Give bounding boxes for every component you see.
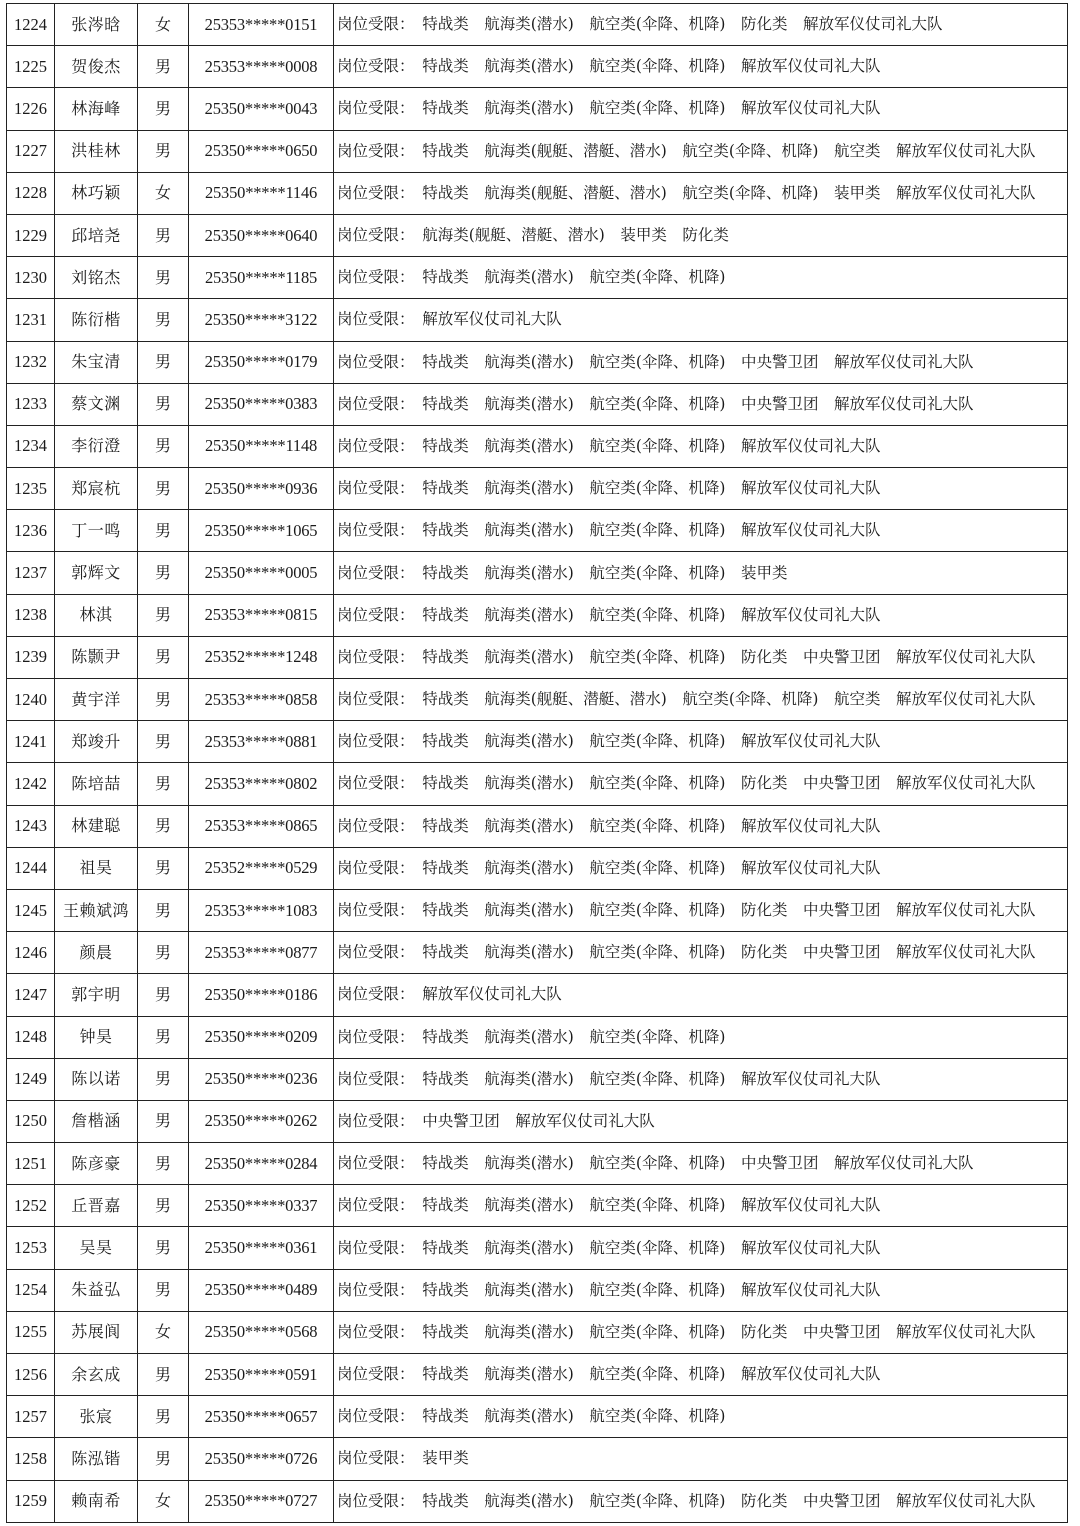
row-number: 1230 [7, 257, 55, 299]
row-number: 1231 [7, 299, 55, 341]
gender: 男 [138, 257, 189, 299]
position-restrictions: 岗位受限： 中央警卫团 解放军仪仗司礼大队 [334, 1100, 1068, 1142]
table-row [7, 1100, 1068, 1142]
table-row [7, 679, 1068, 721]
person-name: 郑竣升 [55, 721, 138, 763]
gender: 男 [138, 805, 189, 847]
id-number: 25350*****1065 [189, 510, 334, 552]
table-row [7, 383, 1068, 425]
id-number: 25350*****0657 [189, 1396, 334, 1438]
id-number: 25352*****1248 [189, 636, 334, 678]
table-row [7, 636, 1068, 678]
person-name: 邱培尧 [55, 214, 138, 256]
table-row [7, 130, 1068, 172]
position-restrictions: 岗位受限： 特战类 航海类(潜水) 航空类(伞降、机降) 中央警卫团 解放军仪仗司礼大队 [334, 383, 1068, 425]
row-number: 1244 [7, 847, 55, 889]
gender: 男 [138, 974, 189, 1016]
id-number: 25350*****0209 [189, 1016, 334, 1058]
person-name: 陈泓锴 [55, 1438, 138, 1480]
table-row [7, 468, 1068, 510]
gender: 男 [138, 889, 189, 931]
person-name: 钟昊 [55, 1016, 138, 1058]
id-number: 25353*****0881 [189, 721, 334, 763]
table-row [7, 1058, 1068, 1100]
position-restrictions: 岗位受限： 特战类 航海类(潜水) 航空类(伞降、机降) 防化类 中央警卫团 解放军仪仗司礼大队 [334, 932, 1068, 974]
position-restrictions: 岗位受限： 特战类 航海类(潜水) 航空类(伞降、机降) 解放军仪仗司礼大队 [334, 1058, 1068, 1100]
id-number: 25353*****0151 [189, 4, 334, 46]
position-restrictions: 岗位受限： 特战类 航海类(潜水) 航空类(伞降、机降) 解放军仪仗司礼大队 [334, 805, 1068, 847]
row-number: 1233 [7, 383, 55, 425]
person-name: 郑宸杭 [55, 468, 138, 510]
position-restrictions: 岗位受限： 特战类 航海类(潜水) 航空类(伞降、机降) 解放军仪仗司礼大队 [334, 468, 1068, 510]
gender: 男 [138, 679, 189, 721]
roster-table-body [7, 4, 1068, 1523]
gender: 男 [138, 299, 189, 341]
gender: 男 [138, 932, 189, 974]
person-name: 郭辉文 [55, 552, 138, 594]
person-name: 吴昊 [55, 1227, 138, 1269]
row-number: 1239 [7, 636, 55, 678]
gender: 男 [138, 763, 189, 805]
gender: 男 [138, 1143, 189, 1185]
table-row [7, 594, 1068, 636]
row-number: 1243 [7, 805, 55, 847]
position-restrictions: 岗位受限： 特战类 航海类(潜水) 航空类(伞降、机降) [334, 1016, 1068, 1058]
row-number: 1256 [7, 1354, 55, 1396]
id-number: 25350*****0262 [189, 1100, 334, 1142]
gender: 男 [138, 510, 189, 552]
gender: 男 [138, 383, 189, 425]
position-restrictions: 岗位受限： 特战类 航海类(潜水) 航空类(伞降、机降) 解放军仪仗司礼大队 [334, 847, 1068, 889]
id-number: 25350*****0383 [189, 383, 334, 425]
position-restrictions: 岗位受限： 特战类 航海类(潜水) 航空类(伞降、机降) 解放军仪仗司礼大队 [334, 425, 1068, 467]
person-name: 贺俊杰 [55, 46, 138, 88]
id-number: 25350*****1185 [189, 257, 334, 299]
person-name: 刘铭杰 [55, 257, 138, 299]
table-row [7, 510, 1068, 552]
person-name: 陈培喆 [55, 763, 138, 805]
person-name: 朱益弘 [55, 1269, 138, 1311]
person-name: 黄宇洋 [55, 679, 138, 721]
position-restrictions: 岗位受限： 特战类 航海类(潜水) 航空类(伞降、机降) 防化类 中央警卫团 解放军仪仗司礼大队 [334, 763, 1068, 805]
person-name: 张涔晗 [55, 4, 138, 46]
position-restrictions: 岗位受限： 特战类 航海类(舰艇、潜艇、潜水) 航空类(伞降、机降) 装甲类 解放军仪仗司礼大队 [334, 172, 1068, 214]
position-restrictions: 岗位受限： 特战类 航海类(潜水) 航空类(伞降、机降) 解放军仪仗司礼大队 [334, 594, 1068, 636]
gender: 男 [138, 1269, 189, 1311]
table-row [7, 721, 1068, 763]
table-row [7, 1227, 1068, 1269]
id-number: 25350*****0337 [189, 1185, 334, 1227]
id-number: 25350*****0005 [189, 552, 334, 594]
roster-table [6, 3, 1068, 1523]
id-number: 25353*****0815 [189, 594, 334, 636]
gender: 男 [138, 1396, 189, 1438]
id-number: 25350*****0727 [189, 1480, 334, 1522]
id-number: 25350*****0284 [189, 1143, 334, 1185]
person-name: 林淇 [55, 594, 138, 636]
person-name: 洪桂林 [55, 130, 138, 172]
id-number: 25353*****0865 [189, 805, 334, 847]
id-number: 25350*****0186 [189, 974, 334, 1016]
person-name: 郭宇明 [55, 974, 138, 1016]
person-name: 陈衍楷 [55, 299, 138, 341]
person-name: 林海峰 [55, 88, 138, 130]
gender: 男 [138, 1227, 189, 1269]
gender: 女 [138, 172, 189, 214]
position-restrictions: 岗位受限： 特战类 航海类(潜水) 航空类(伞降、机降) 解放军仪仗司礼大队 [334, 1185, 1068, 1227]
gender: 男 [138, 1354, 189, 1396]
id-number: 25350*****0650 [189, 130, 334, 172]
gender: 男 [138, 847, 189, 889]
row-number: 1225 [7, 46, 55, 88]
person-name: 丁一鸣 [55, 510, 138, 552]
gender: 男 [138, 214, 189, 256]
table-row [7, 847, 1068, 889]
row-number: 1259 [7, 1480, 55, 1522]
person-name: 祖昊 [55, 847, 138, 889]
row-number: 1227 [7, 130, 55, 172]
gender: 男 [138, 468, 189, 510]
position-restrictions: 岗位受限： 特战类 航海类(潜水) 航空类(伞降、机降) 防化类 中央警卫团 解放军仪仗司礼大队 [334, 1311, 1068, 1353]
person-name: 陈颢尹 [55, 636, 138, 678]
table-row [7, 341, 1068, 383]
table-row [7, 88, 1068, 130]
table-row [7, 46, 1068, 88]
table-row [7, 763, 1068, 805]
gender: 男 [138, 46, 189, 88]
row-number: 1258 [7, 1438, 55, 1480]
row-number: 1235 [7, 468, 55, 510]
person-name: 陈以诺 [55, 1058, 138, 1100]
row-number: 1249 [7, 1058, 55, 1100]
id-number: 25350*****0489 [189, 1269, 334, 1311]
row-number: 1257 [7, 1396, 55, 1438]
row-number: 1232 [7, 341, 55, 383]
gender: 男 [138, 1438, 189, 1480]
gender: 女 [138, 4, 189, 46]
row-number: 1253 [7, 1227, 55, 1269]
person-name: 蔡文渊 [55, 383, 138, 425]
id-number: 25350*****0568 [189, 1311, 334, 1353]
row-number: 1246 [7, 932, 55, 974]
row-number: 1226 [7, 88, 55, 130]
gender: 男 [138, 1058, 189, 1100]
position-restrictions: 岗位受限： 特战类 航海类(潜水) 航空类(伞降、机降) 防化类 解放军仪仗司礼大队 [334, 4, 1068, 46]
person-name: 陈彦豪 [55, 1143, 138, 1185]
row-number: 1236 [7, 510, 55, 552]
position-restrictions: 岗位受限： 特战类 航海类(潜水) 航空类(伞降、机降) 解放军仪仗司礼大队 [334, 1269, 1068, 1311]
id-number: 25353*****0858 [189, 679, 334, 721]
gender: 男 [138, 1016, 189, 1058]
id-number: 25353*****0008 [189, 46, 334, 88]
table-row [7, 1016, 1068, 1058]
row-number: 1248 [7, 1016, 55, 1058]
table-row [7, 1480, 1068, 1522]
person-name: 丘晋嘉 [55, 1185, 138, 1227]
table-row [7, 932, 1068, 974]
person-name: 王赖斌鸿 [55, 889, 138, 931]
row-number: 1229 [7, 214, 55, 256]
table-row [7, 172, 1068, 214]
gender: 女 [138, 1311, 189, 1353]
table-row [7, 1396, 1068, 1438]
row-number: 1241 [7, 721, 55, 763]
row-number: 1251 [7, 1143, 55, 1185]
id-number: 25350*****0640 [189, 214, 334, 256]
gender: 男 [138, 594, 189, 636]
position-restrictions: 岗位受限： 装甲类 [334, 1438, 1068, 1480]
row-number: 1247 [7, 974, 55, 1016]
position-restrictions: 岗位受限： 特战类 航海类(潜水) 航空类(伞降、机降) 中央警卫团 解放军仪仗司礼大队 [334, 1143, 1068, 1185]
position-restrictions: 岗位受限： 特战类 航海类(潜水) 航空类(伞降、机降) [334, 1396, 1068, 1438]
position-restrictions: 岗位受限： 特战类 航海类(潜水) 航空类(伞降、机降) 解放军仪仗司礼大队 [334, 1227, 1068, 1269]
position-restrictions: 岗位受限： 特战类 航海类(潜水) 航空类(伞降、机降) 解放军仪仗司礼大队 [334, 721, 1068, 763]
table-row [7, 974, 1068, 1016]
id-number: 25352*****0529 [189, 847, 334, 889]
row-number: 1237 [7, 552, 55, 594]
id-number: 25350*****0361 [189, 1227, 334, 1269]
table-row [7, 1311, 1068, 1353]
row-number: 1252 [7, 1185, 55, 1227]
position-restrictions: 岗位受限： 特战类 航海类(潜水) 航空类(伞降、机降) 装甲类 [334, 552, 1068, 594]
row-number: 1245 [7, 889, 55, 931]
position-restrictions: 岗位受限： 解放军仪仗司礼大队 [334, 974, 1068, 1016]
position-restrictions: 岗位受限： 特战类 航海类(潜水) 航空类(伞降、机降) 防化类 中央警卫团 解放军仪仗司礼大队 [334, 636, 1068, 678]
gender: 男 [138, 721, 189, 763]
table-row [7, 299, 1068, 341]
table-row [7, 1185, 1068, 1227]
table-row [7, 1438, 1068, 1480]
gender: 男 [138, 552, 189, 594]
id-number: 25350*****3122 [189, 299, 334, 341]
table-row [7, 4, 1068, 46]
table-row [7, 889, 1068, 931]
id-number: 25350*****0043 [189, 88, 334, 130]
id-number: 25350*****1146 [189, 172, 334, 214]
person-name: 詹楷涵 [55, 1100, 138, 1142]
table-row [7, 1143, 1068, 1185]
row-number: 1228 [7, 172, 55, 214]
person-name: 李衍澄 [55, 425, 138, 467]
person-name: 张宸 [55, 1396, 138, 1438]
row-number: 1224 [7, 4, 55, 46]
person-name: 苏展阆 [55, 1311, 138, 1353]
id-number: 25350*****0936 [189, 468, 334, 510]
position-restrictions: 岗位受限： 特战类 航海类(潜水) 航空类(伞降、机降) 解放军仪仗司礼大队 [334, 88, 1068, 130]
id-number: 25353*****0802 [189, 763, 334, 805]
table-row [7, 805, 1068, 847]
person-name: 林巧颖 [55, 172, 138, 214]
id-number: 25350*****1148 [189, 425, 334, 467]
id-number: 25350*****0726 [189, 1438, 334, 1480]
table-row [7, 552, 1068, 594]
gender: 男 [138, 341, 189, 383]
position-restrictions: 岗位受限： 特战类 航海类(潜水) 航空类(伞降、机降) 解放军仪仗司礼大队 [334, 1354, 1068, 1396]
gender: 男 [138, 130, 189, 172]
position-restrictions: 岗位受限： 特战类 航海类(潜水) 航空类(伞降、机降) 解放军仪仗司礼大队 [334, 510, 1068, 552]
row-number: 1238 [7, 594, 55, 636]
position-restrictions: 岗位受限： 特战类 航海类(潜水) 航空类(伞降、机降) 中央警卫团 解放军仪仗司礼大队 [334, 341, 1068, 383]
table-row [7, 1354, 1068, 1396]
person-name: 余玄成 [55, 1354, 138, 1396]
position-restrictions: 岗位受限： 航海类(舰艇、潜艇、潜水) 装甲类 防化类 [334, 214, 1068, 256]
gender: 男 [138, 1185, 189, 1227]
id-number: 25350*****0236 [189, 1058, 334, 1100]
table-row [7, 257, 1068, 299]
gender: 男 [138, 636, 189, 678]
position-restrictions: 岗位受限： 特战类 航海类(潜水) 航空类(伞降、机降) 防化类 中央警卫团 解放军仪仗司礼大队 [334, 1480, 1068, 1522]
id-number: 25350*****0591 [189, 1354, 334, 1396]
gender: 男 [138, 88, 189, 130]
row-number: 1254 [7, 1269, 55, 1311]
table-row [7, 1269, 1068, 1311]
id-number: 25353*****0877 [189, 932, 334, 974]
gender: 女 [138, 1480, 189, 1522]
row-number: 1240 [7, 679, 55, 721]
row-number: 1234 [7, 425, 55, 467]
row-number: 1255 [7, 1311, 55, 1353]
position-restrictions: 岗位受限： 特战类 航海类(潜水) 航空类(伞降、机降) [334, 257, 1068, 299]
person-name: 赖南希 [55, 1480, 138, 1522]
id-number: 25353*****1083 [189, 889, 334, 931]
table-row [7, 425, 1068, 467]
position-restrictions: 岗位受限： 解放军仪仗司礼大队 [334, 299, 1068, 341]
person-name: 林建聪 [55, 805, 138, 847]
position-restrictions: 岗位受限： 特战类 航海类(潜水) 航空类(伞降、机降) 解放军仪仗司礼大队 [334, 46, 1068, 88]
person-name: 朱宝清 [55, 341, 138, 383]
position-restrictions: 岗位受限： 特战类 航海类(潜水) 航空类(伞降、机降) 防化类 中央警卫团 解放军仪仗司礼大队 [334, 889, 1068, 931]
position-restrictions: 岗位受限： 特战类 航海类(舰艇、潜艇、潜水) 航空类(伞降、机降) 航空类 解放军仪仗司礼大队 [334, 679, 1068, 721]
position-restrictions: 岗位受限： 特战类 航海类(舰艇、潜艇、潜水) 航空类(伞降、机降) 航空类 解放军仪仗司礼大队 [334, 130, 1068, 172]
id-number: 25350*****0179 [189, 341, 334, 383]
row-number: 1250 [7, 1100, 55, 1142]
person-name: 颜晨 [55, 932, 138, 974]
row-number: 1242 [7, 763, 55, 805]
table-row [7, 214, 1068, 256]
gender: 男 [138, 1100, 189, 1142]
gender: 男 [138, 425, 189, 467]
